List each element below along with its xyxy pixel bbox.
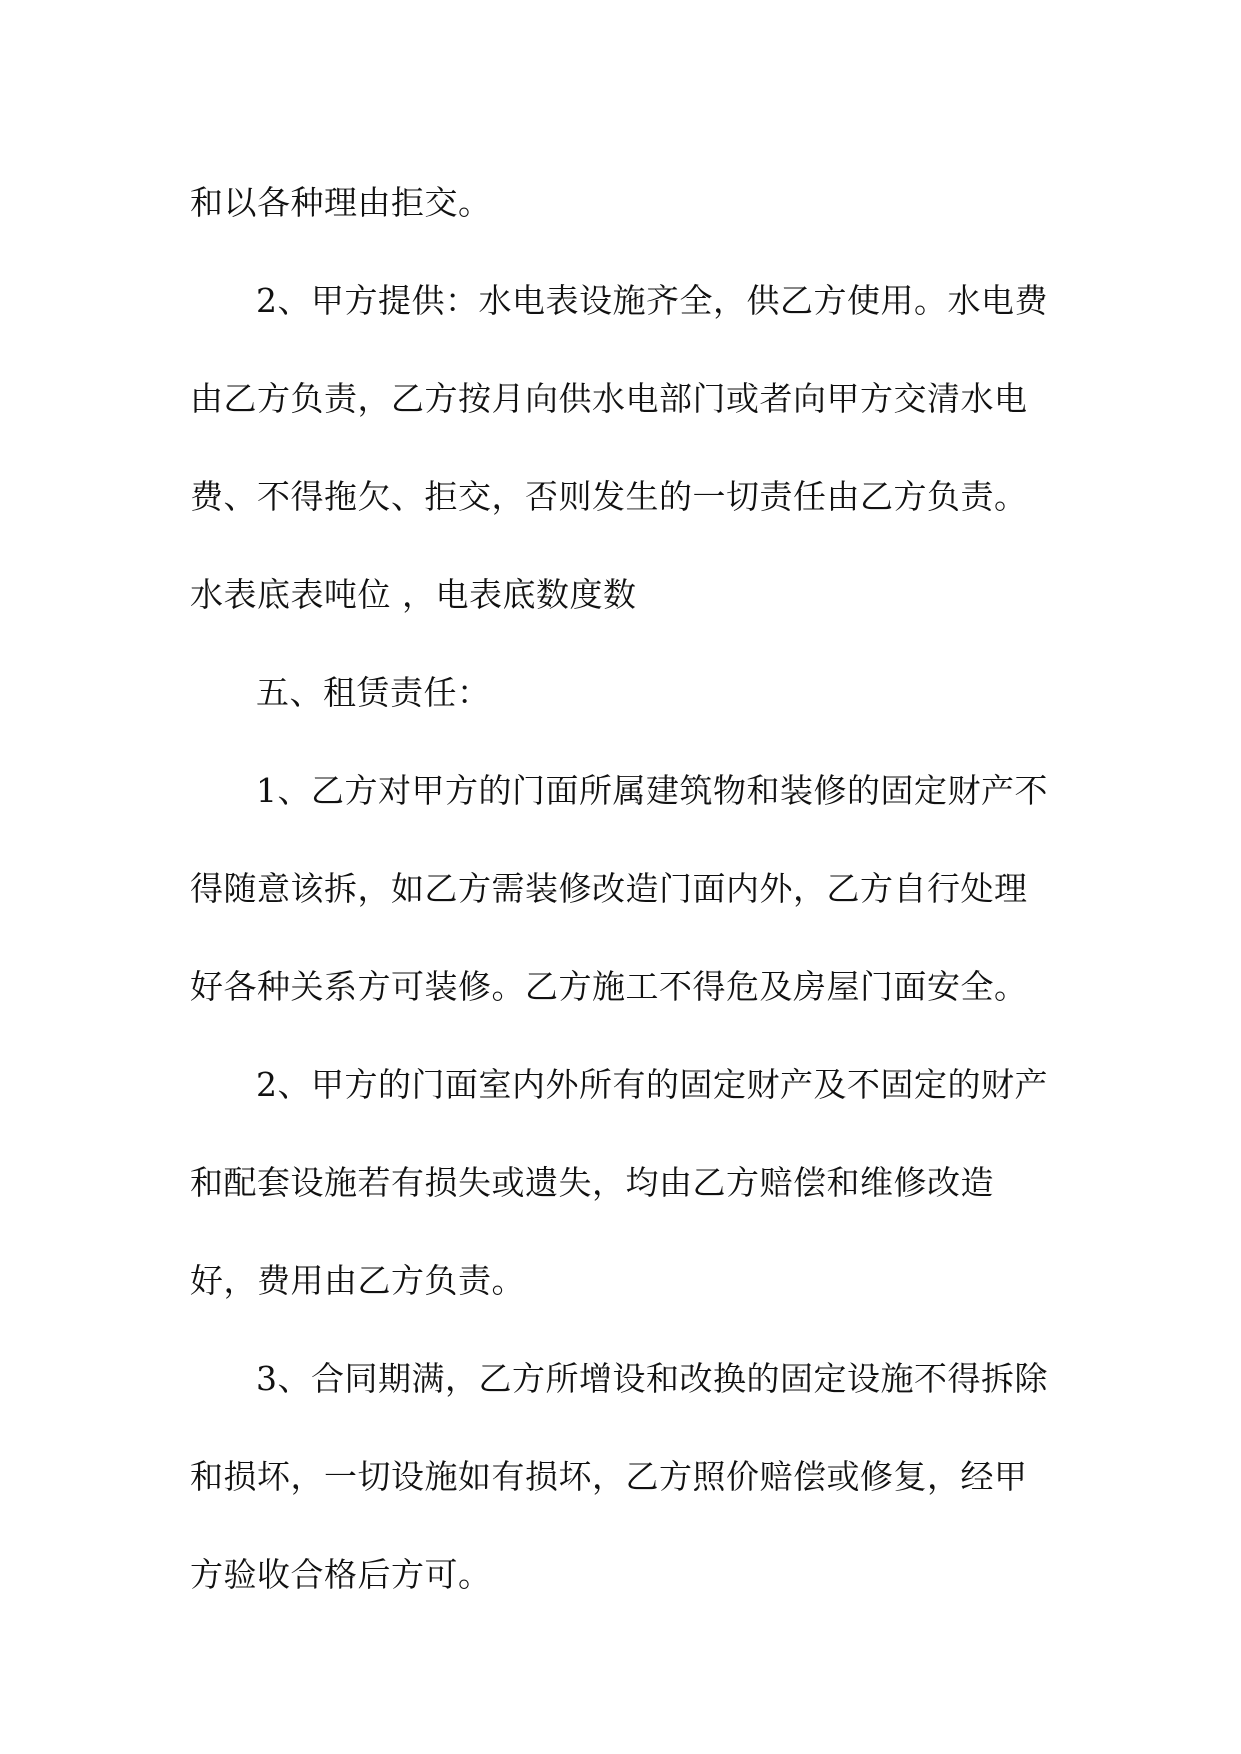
text-line: 水表底表吨位 ，电表底数度数: [190, 575, 637, 614]
text-line: 2、甲方提供：水电表设施齐全，供乙方使用。水电费: [256, 281, 1048, 320]
text-line: 由乙方负责，乙方按月向供水电部门或者向甲方交清水电: [190, 379, 1028, 418]
text-line: 和损坏，一切设施如有损坏，乙方照价赔偿或修复，经甲: [190, 1457, 1028, 1496]
text-line: 3、合同期满，乙方所增设和改换的固定设施不得拆除: [256, 1359, 1048, 1398]
text-line: 得随意该拆，如乙方需装修改造门面内外，乙方自行处理: [190, 869, 1028, 908]
text-line: 好各种关系方可装修。乙方施工不得危及房屋门面安全。: [190, 967, 1028, 1006]
text-line: 1、乙方对甲方的门面所属建筑物和装修的固定财产不: [256, 771, 1048, 810]
text-line: 2、甲方的门面室内外所有的固定财产及不固定的财产: [256, 1065, 1048, 1104]
text-line: 方验收合格后方可。: [190, 1555, 492, 1594]
text-line: 和以各种理由拒交。: [190, 183, 492, 222]
text-line: 和配套设施若有损失或遗失，均由乙方赔偿和维修改造: [190, 1163, 994, 1202]
text-line: 费、不得拖欠、拒交，否则发生的一切责任由乙方负责。: [190, 477, 1028, 516]
text-line: 好，费用由乙方负责。: [190, 1261, 525, 1300]
section-heading: 五、租赁责任：: [256, 673, 491, 712]
